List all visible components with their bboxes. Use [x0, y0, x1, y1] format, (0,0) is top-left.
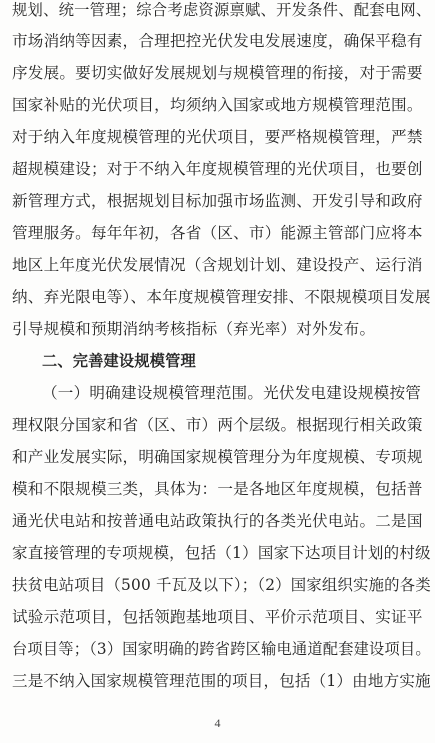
body-text-line: 三是不纳入国家规模管理范围的项目，包括（1）由地方实施	[12, 672, 431, 690]
body-text-line: 规划、统一管理；综合考虑资源禀赋、开发条件、配套电网、	[12, 1, 432, 19]
section-heading: 二、完善建设规模管理	[42, 352, 196, 370]
page-number: 4	[214, 716, 221, 730]
body-text-line: 模和不限规模三类，具体为：一是各地区年度规模，包括普	[12, 480, 423, 498]
body-text-line: 引导规模和预期消纳考核指标（弃光率）对外发布。	[12, 320, 376, 338]
body-text-line: 国家补贴的光伏项目，均须纳入国家或地方规模管理范围。	[12, 96, 423, 114]
body-text-line: 试验示范项目，包括领跑基地项目、平价示范项目、实证平	[12, 608, 423, 626]
body-text-line: 序发展。要切实做好发展规划与规模管理的衔接，对于需要	[12, 64, 423, 82]
body-text-line: 理权限分国家和省（区、市）两个层级。根据现行相关政策	[12, 416, 423, 434]
body-text-line: （一）明确建设规模管理范围。光伏发电建设规模按管	[42, 384, 422, 402]
body-text-line: 台项目等；（3）国家明确的跨省跨区输电通道配套建设项目。	[12, 640, 431, 658]
body-text-line: 管理服务。每年年初，各省（区、市）能源主管部门应将本	[12, 224, 423, 242]
body-text-line: 市场消纳等因素，合理把控光伏发电发展速度，确保平稳有	[12, 32, 423, 50]
body-text-line: 家直接管理的专项规模，包括（1）国家下达项目计划的村级	[12, 544, 431, 562]
body-text-line: 和产业发展实际，明确国家规模管理分为年度规模、专项规	[12, 448, 423, 466]
body-text-line: 纳、弃光限电等）、本年度规模管理安排、不限规模项目发展	[12, 288, 431, 306]
body-text-line: 通光伏电站和按普通电站政策执行的各类光伏电站。二是国	[12, 512, 423, 530]
body-text-line: 新管理方式，根据规划目标加强市场监测、开发引导和政府	[12, 192, 423, 210]
body-text-line: 扶贫电站项目（500 千瓦及以下）；（2）国家组织实施的各类	[12, 576, 431, 594]
body-text-line: 超规模建设；对于不纳入年度规模管理的光伏项目，也要创	[12, 160, 423, 178]
body-text-line: 对于纳入年度规模管理的光伏项目，要严格规模管理，严禁	[12, 128, 423, 146]
body-text-line: 地区上年度光伏发展情况（含规划计划、建设投产、运行消	[12, 256, 423, 274]
